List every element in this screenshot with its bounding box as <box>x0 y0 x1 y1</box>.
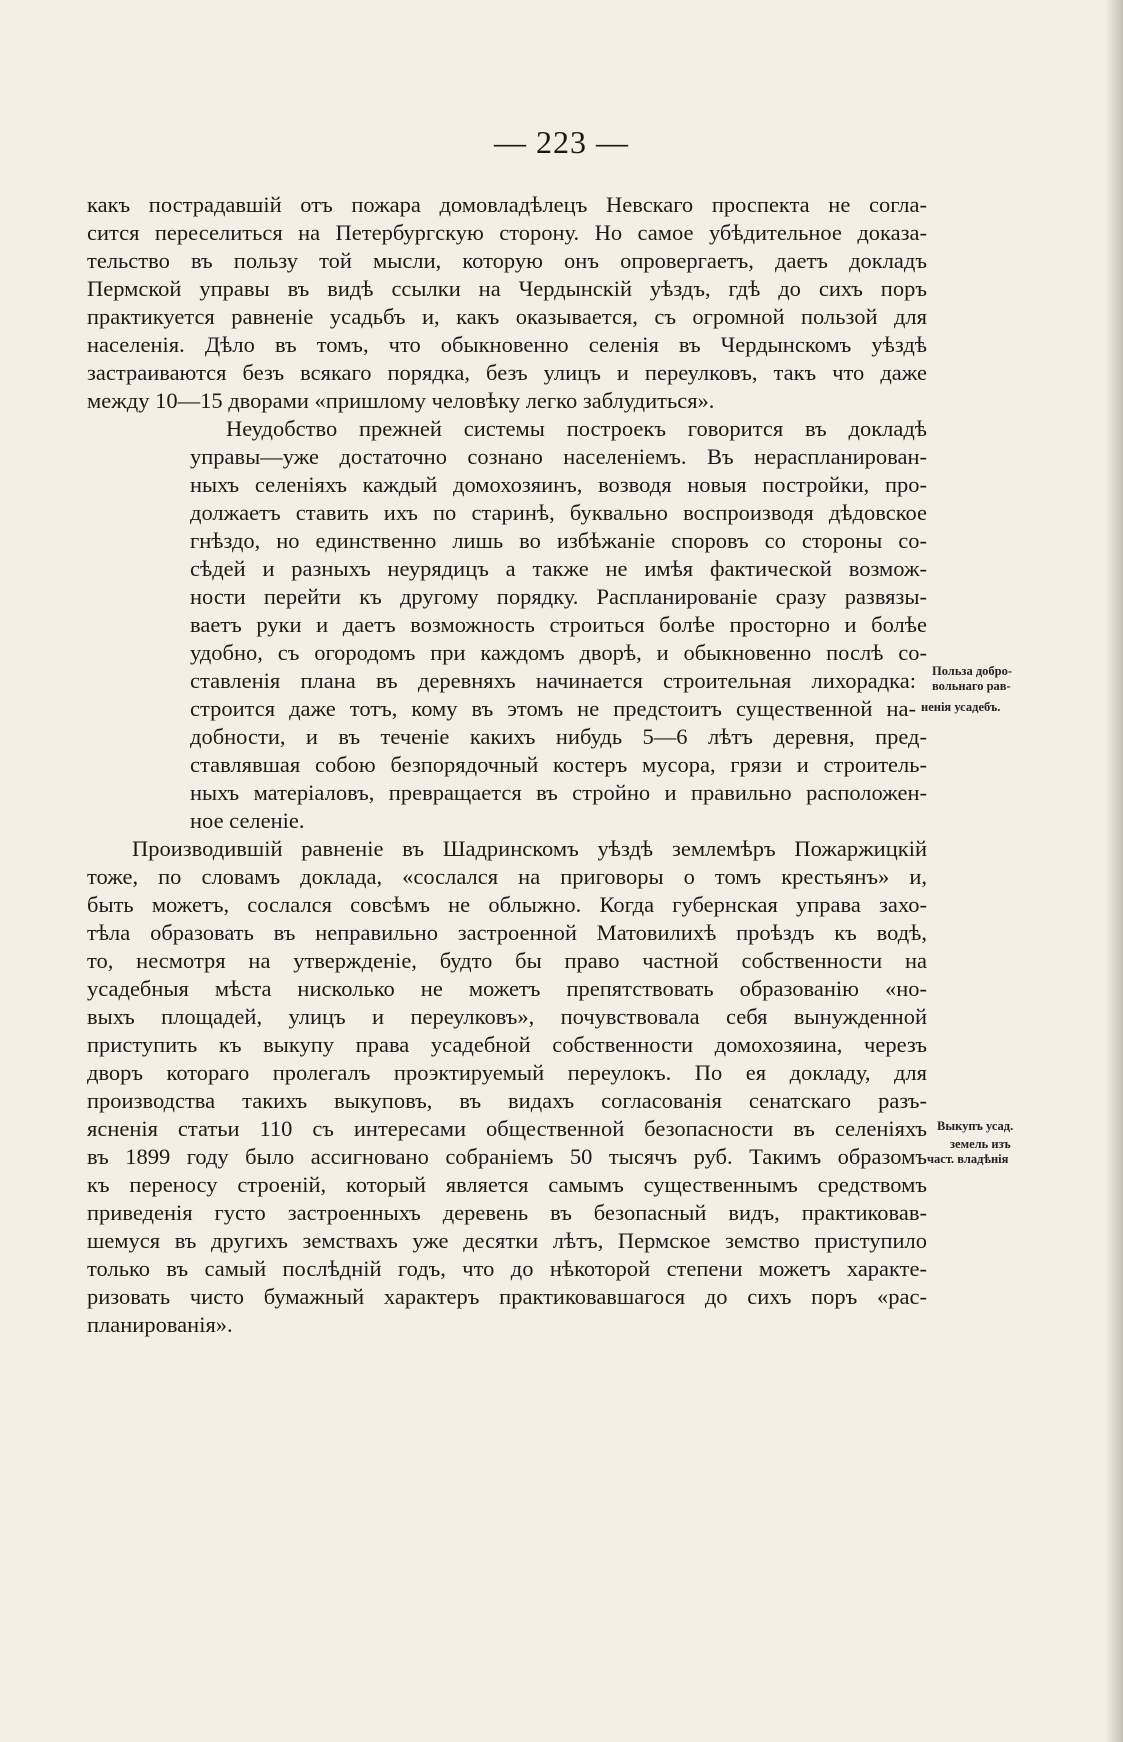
text-line: Производившій равненіе въ Шадринскомъ уѣздѣ землемѣръ Пожаржицкій <box>132 836 927 861</box>
margin-note-line: Польза добро- <box>932 664 1013 678</box>
quote-line: ныхъ матеріаловъ, превращается въ стройно и правильно расположен- <box>190 780 927 805</box>
text-line: приведенія густо застроенныхъ деревень въ безопасный видъ, практиковав- <box>87 1200 927 1225</box>
text-line: въ 1899 году было ассигновано собраніемъ 50 тысячъ руб. Такимъ образомъ <box>87 1144 927 1169</box>
text-line: усадебныя мѣста нисколько не можетъ препятствовать образованію «но- <box>87 976 927 1001</box>
text-line: то, несмотря на утвержденіе, будто бы право частной собственности на <box>87 948 927 973</box>
text-line: Пермской управы въ видѣ ссылки на Чердынскій уѣздъ, гдѣ до сихъ поръ <box>87 276 927 301</box>
text-line: застраиваются безъ всякаго порядка, безъ улицъ и переулковъ, такъ что даже <box>87 360 927 385</box>
text-line: ризовать чисто бумажный характеръ практиковавшагося до сихъ поръ «рас- <box>87 1284 927 1309</box>
text-line: къ переносу строеній, который является самымъ существеннымъ средствомъ <box>87 1172 927 1197</box>
quote-line: гнѣздо, но единственно лишь во избѣжаніе споровъ со стороны со- <box>190 528 927 553</box>
margin-note-line: ненія усадебъ. <box>921 700 1001 714</box>
quote-line: сѣдей и разныхъ неурядицъ а также не имѣя фактической возмож- <box>190 556 927 581</box>
quote-line: строится даже тотъ, кому въ этомъ не предстоитъ существенной на- <box>190 696 916 721</box>
quote-line: добности, и въ теченіе какихъ нибудь 5—6 лѣтъ деревня, пред- <box>190 724 927 749</box>
text-line: шемуся въ другихъ земствахъ уже десятки лѣтъ, Пермское земство приступило <box>87 1228 927 1253</box>
quote-line: Неудобство прежней системы построекъ говорится въ докладѣ <box>226 416 927 441</box>
quote-line: ныхъ селеніяхъ каждый домохозяинъ, возводя новыя постройки, про- <box>190 472 927 497</box>
quote-line: должаетъ ставить ихъ по старинѣ, буквально воспроизводя дѣдовское <box>190 500 927 525</box>
margin-note-line: земель изъ <box>950 1137 1011 1151</box>
text-line: населенія. Дѣло въ томъ, что обыкновенно селенія въ Чердынскомъ уѣздѣ <box>87 332 927 357</box>
quote-line: ности перейти къ другому порядку. Распланированіе сразу развязы- <box>190 584 927 609</box>
text-line: дворъ котораго пролегалъ проэктируемый переулокъ. По ея докладу, для <box>87 1060 927 1085</box>
text-line: ясненія статьи 110 съ интересами общественной безопасности въ селеніяхъ <box>87 1116 927 1141</box>
margin-note-line: вольнаго рав- <box>932 679 1011 693</box>
page-number: — 223 — <box>494 124 629 160</box>
quote-line: управы—уже достаточно сознано населеніемъ. Въ нераспланирован- <box>190 444 927 469</box>
text-line: выхъ площадей, улицъ и переулковъ», почувствовала себя вынужденной <box>87 1004 927 1029</box>
quote-line: ваетъ руки и даетъ возможность строиться болѣе просторно и болѣе <box>190 612 927 637</box>
margin-note-line: Выкупъ усад. <box>937 1119 1014 1133</box>
text-line: быть можетъ, сослался совсѣмъ не облыжно. Когда губернская управа захо- <box>87 892 927 917</box>
quote-line: ставлявшая собою безпорядочный костеръ мусора, грязи и строитель- <box>190 752 927 777</box>
text-line: практикуется равненіе усадьбъ и, какъ оказывается, съ огромной пользой для <box>87 304 927 329</box>
page-edge-shadow <box>1105 0 1123 1742</box>
text-line: между 10—15 дворами «пришлому человѣку легко заблудиться». <box>87 388 715 413</box>
quote-line: ставленія плана въ деревняхъ начинается строительная лихорадка: <box>190 668 916 693</box>
text-line: сится переселиться на Петербургскую сторону. Но самое убѣдительное доказа- <box>87 220 927 245</box>
text-line: тоже, по словамъ доклада, «сослался на приговоры о томъ крестьянъ» и, <box>87 864 927 889</box>
text-line: планированія». <box>87 1312 233 1337</box>
text-line: приступить къ выкупу права усадебной собственности домохозяина, черезъ <box>87 1032 927 1057</box>
quote-line: удобно, съ огородомъ при каждомъ дворѣ, и обыкновенно послѣ со- <box>190 640 927 665</box>
quote-line: ное селеніе. <box>190 808 305 833</box>
text-line: какъ пострадавшій отъ пожара домовладѣлецъ Невскаго проспекта не согла- <box>87 192 927 217</box>
text-line: производства такихъ выкуповъ, въ видахъ согласованія сенатскаго разъ- <box>87 1088 927 1113</box>
text-line: тѣла образовать въ неправильно застроенной Матовилихѣ проѣздъ къ водѣ, <box>87 920 927 945</box>
margin-note-line: част. владѣнія <box>927 1152 1009 1166</box>
text-line: тельство въ пользу той мысли, которую онъ опровергаетъ, даетъ докладъ <box>87 248 927 273</box>
text-line: только въ самый послѣдній годъ, что до нѣкоторой степени можетъ характе- <box>87 1256 927 1281</box>
